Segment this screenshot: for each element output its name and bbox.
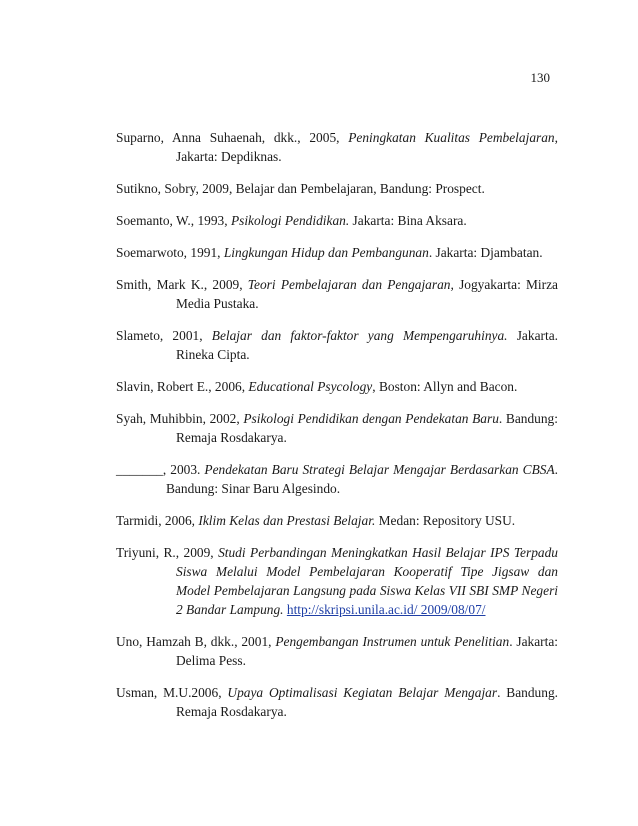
reference-syah-2003 [116,460,558,498]
ref-authors: Soemarwoto, 1991, [116,245,224,260]
ref-title: Belajar dan faktor-faktor yang Mempengaruhinya. [211,328,508,343]
ref-title: Studi Perbandingan Meningkatkan Hasil Belajar IPS Terpadu Siswa Melalui Model Pembelajaran Kooperatif Tipe Jigsaw dan Model Pembelajaran Langsung pada Siswa Kelas VII SBI SMP Negeri 2 Bandar Lampung. [176,545,558,617]
ref-publisher: Jakarta: Bina Aksara. [349,213,467,228]
ref-authors: Triyuni, R., 2009, [116,545,219,560]
reference-triyuni [116,543,558,619]
ref-link[interactable]: http://skripsi.unila.ac.id/ 2009/08/07/ [286,602,486,617]
reference-usman [116,683,558,721]
reference-uno [116,632,558,670]
ref-authors: Suparno, Anna Suhaenah, dkk., 2005, [116,130,349,145]
ref-authors: Syah, Muhibbin, 2002, [116,411,244,426]
ref-authors: Tarmidi, 2006, [116,513,199,528]
ref-title: Pendekatan Baru Strategi Belajar Mengajar Berdasarkan CBSA [204,462,555,477]
reference-slavin [116,377,558,396]
reference-tarmidi [116,511,558,530]
ref-publisher: , Boston: Allyn and Bacon. [372,379,518,394]
ref-text: Sutikno, Sobry, 2009, Belajar dan Pembelajaran, Bandung: Prospect. [116,181,485,196]
ref-authors: Uno, Hamzah B, dkk., 2001, [116,634,276,649]
reference-syah [116,409,558,447]
page-number: 130 [530,70,550,85]
ref-publisher: . Bandung: Sinar Baru Algesindo. [166,462,558,496]
ref-title: Peningkatan Kualitas Pembelajaran [348,130,555,145]
ref-publisher: . Jakarta: Djambatan. [428,245,543,260]
reference-sutikno [116,179,558,198]
reference-list [116,128,558,734]
ref-title: Psikologi Pendidikan. [230,213,350,228]
ref-publisher: . Bandung: Remaja Rosdakarya. [176,411,558,445]
ref-authors: Soemanto, W., 1993, [116,213,231,228]
ref-title: Teori Pembelajaran dan Pengajaran, [247,277,454,292]
reference-suparno [116,128,558,166]
ref-title: Iklim Kelas dan Prestasi Belajar. [198,513,376,528]
ref-publisher: . Jakarta: Delima Pess. [176,634,558,668]
ref-authors: _______, 2003. [116,462,205,477]
ref-publisher: Jakarta. Rineka Cipta. [176,328,558,362]
ref-authors: Usman, M.U.2006, [116,685,228,700]
ref-title: Pengembangan Instrumen untuk Penelitian [275,634,510,649]
ref-publisher: Jogyakarta: Mirza Media Pustaka. [176,277,558,311]
ref-publisher: , Jakarta: Depdiknas. [176,130,558,164]
ref-authors: Slavin, Robert E., 2006, [116,379,249,394]
ref-publisher: . Bandung. Remaja Rosdakarya. [176,685,558,719]
ref-title: Educational Psycology [248,379,373,394]
reference-soemanto [116,211,558,230]
ref-title: Lingkungan Hidup dan Pembangunan [223,245,429,260]
reference-slameto [116,326,558,364]
ref-authors: Slameto, 2001, [116,328,212,343]
ref-publisher: Medan: Repository USU. [375,513,516,528]
ref-title: Upaya Optimalisasi Kegiatan Belajar Mengajar [227,685,498,700]
ref-title: Psikologi Pendidikan dengan Pendekatan Baru [243,411,499,426]
reference-smith [116,275,558,313]
reference-soemarwoto [116,243,558,262]
ref-authors: Smith, Mark K., 2009, [116,277,248,292]
